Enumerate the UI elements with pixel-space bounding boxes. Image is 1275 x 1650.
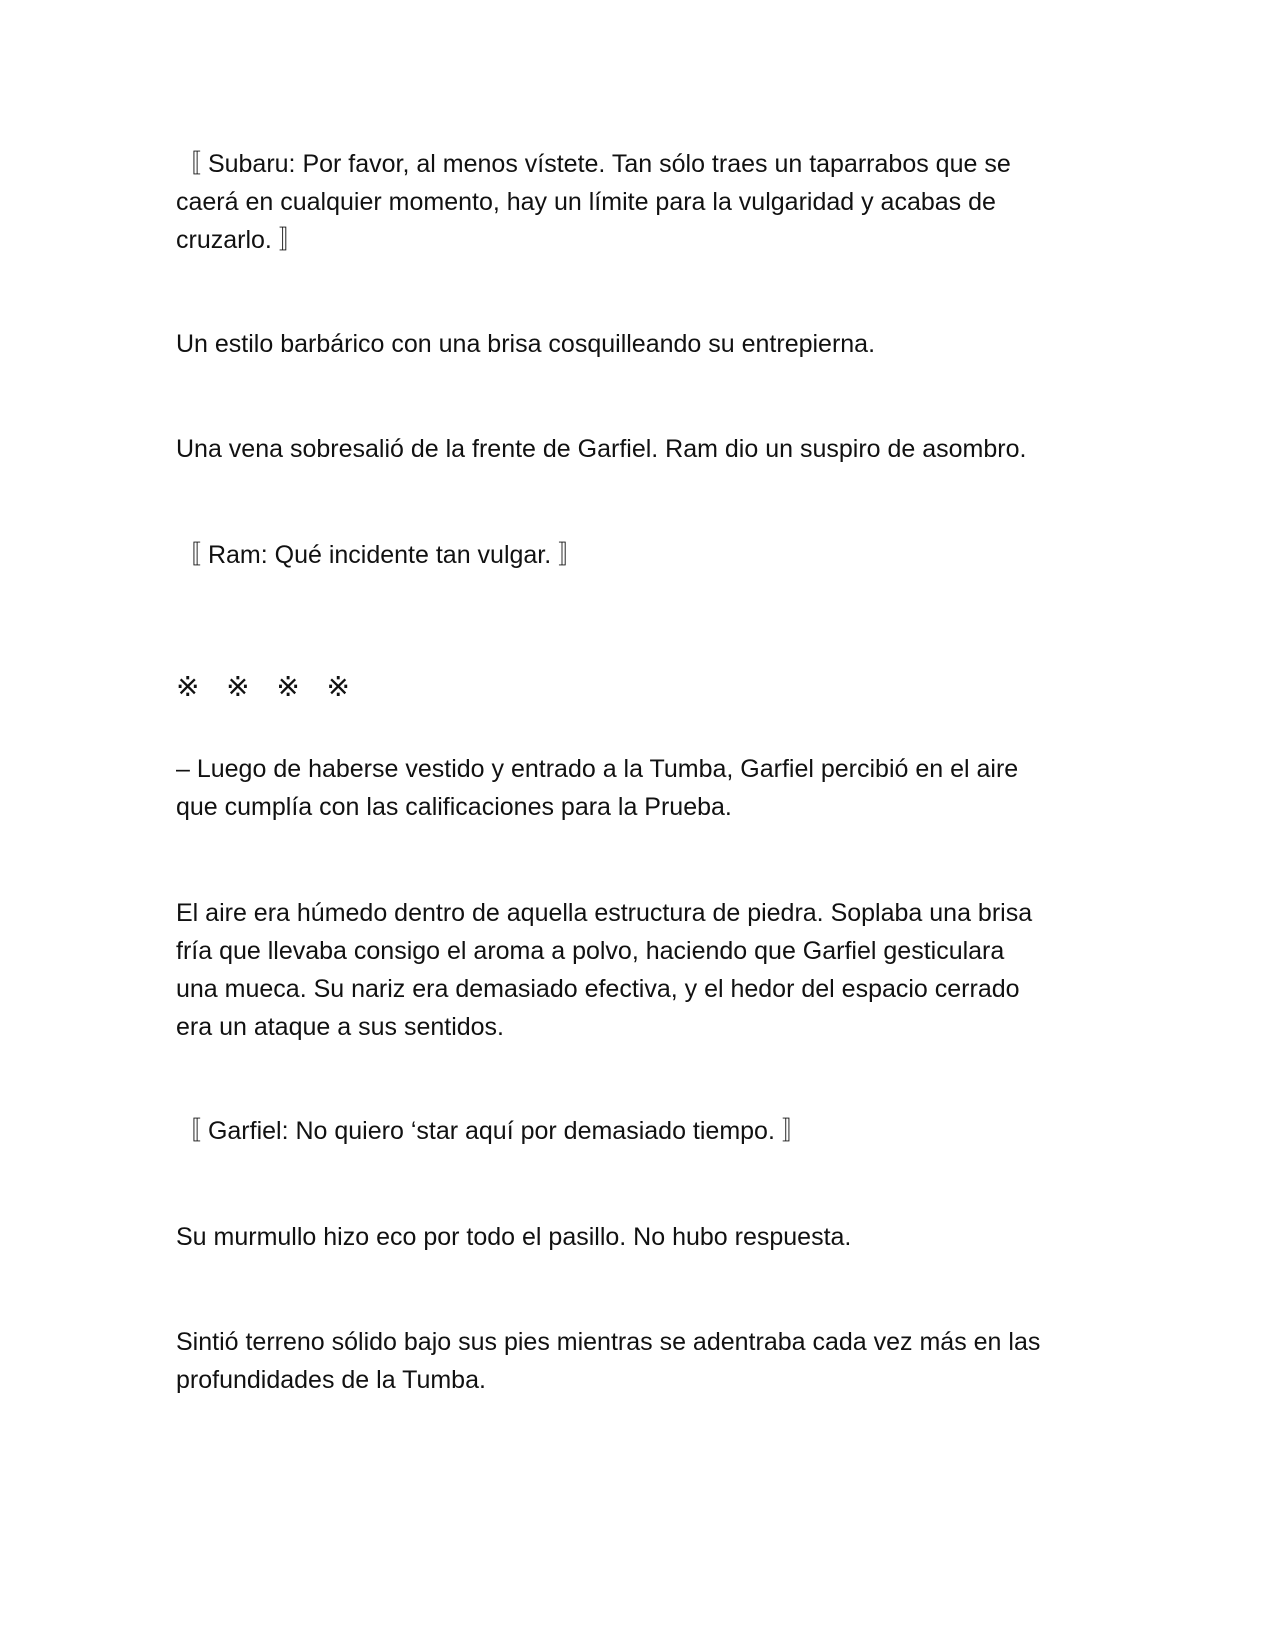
paragraph-narration bbox=[176, 1323, 1116, 1399]
text-line: Una vena sobresalió de la frente de Garfiel. Ram dio un suspiro de asombro. bbox=[176, 435, 1027, 463]
text-line: El aire era húmedo dentro de aquella estructura de piedra. Soplaba una brisa bbox=[176, 899, 1033, 927]
text-line: 〚 Subaru: Por favor, al menos vístete. Tan sólo traes un taparrabos que se bbox=[176, 150, 1011, 178]
paragraph-narration bbox=[176, 750, 1116, 826]
text-line: fría que llevaba consigo el aroma a polvo, haciendo que Garfiel gesticulara bbox=[176, 937, 1005, 965]
text-line: era un ataque a sus sentidos. bbox=[176, 1013, 505, 1041]
text-line: una mueca. Su nariz era demasiado efectiva, y el hedor del espacio cerrado bbox=[176, 975, 1020, 1003]
text-line: 〚 Garfiel: No quiero ‘star aquí por demasiado tiempo. 〛 bbox=[176, 1117, 807, 1145]
text-line: Un estilo barbárico con una brisa cosquilleando su entrepierna. bbox=[176, 330, 876, 358]
scene-separator: ※ ※ ※ ※ bbox=[176, 670, 350, 703]
text-line: que cumplía con las calificaciones para la Prueba. bbox=[176, 793, 732, 821]
paragraph-garfiel-dialogue bbox=[176, 1112, 1116, 1150]
text-line: – Luego de haberse vestido y entrado a la Tumba, Garfiel percibió en el aire bbox=[176, 755, 1019, 783]
paragraph-ram-dialogue bbox=[176, 536, 1116, 574]
text-line: cruzarlo. 〛 bbox=[176, 226, 304, 254]
paragraph-narration bbox=[176, 1218, 1116, 1256]
paragraph-narration bbox=[176, 430, 1116, 468]
text-line: caerá en cualquier momento, hay un límite para la vulgaridad y acabas de bbox=[176, 188, 996, 216]
text-line: Su murmullo hizo eco por todo el pasillo. No hubo respuesta. bbox=[176, 1223, 852, 1251]
paragraph-narration bbox=[176, 894, 1116, 1046]
text-line: 〚 Ram: Qué incidente tan vulgar. 〛 bbox=[176, 541, 584, 569]
paragraph-narration bbox=[176, 325, 1116, 363]
text-line: Sintió terreno sólido bajo sus pies mientras se adentraba cada vez más en las bbox=[176, 1328, 1041, 1356]
paragraph-subaru-dialogue bbox=[176, 145, 1116, 259]
text-line: profundidades de la Tumba. bbox=[176, 1366, 486, 1394]
